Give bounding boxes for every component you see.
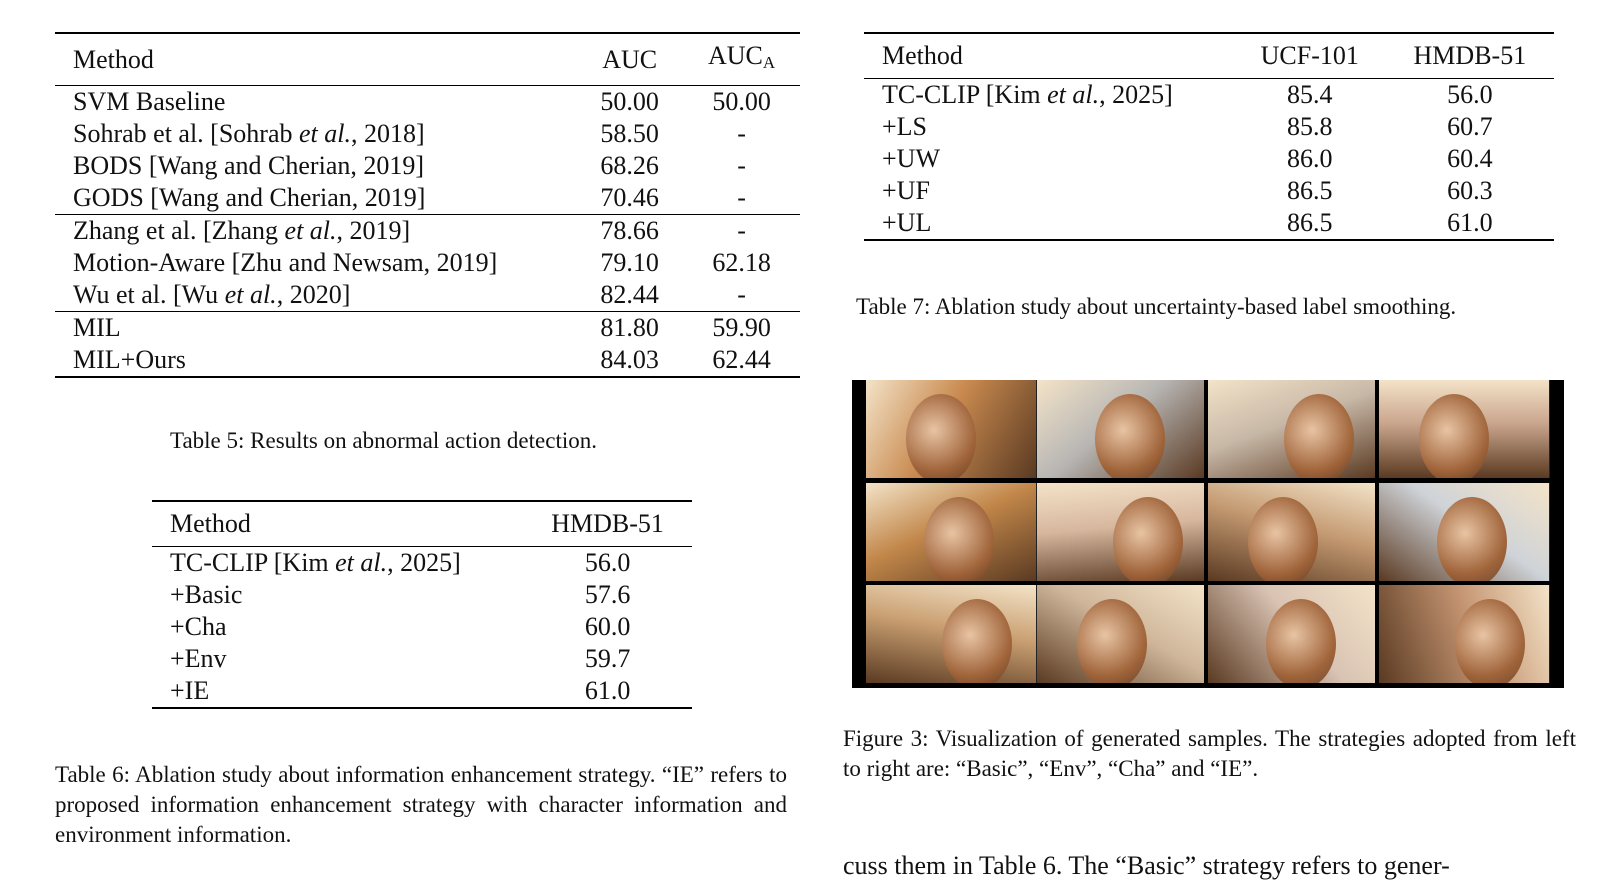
value-cell: 61.0 [584, 676, 631, 705]
table5-header-auc: AUC [602, 44, 658, 74]
table-row [864, 111, 1554, 143]
table-6 [152, 500, 692, 709]
body-text: cuss them in Table 6. The “Basic” strategy refers to gener- [843, 851, 1450, 880]
value-cell: 57.6 [584, 580, 631, 609]
auc-cell: 81.80 [600, 313, 659, 342]
table-row [55, 279, 800, 312]
hmdb-cell: 60.4 [1447, 144, 1493, 173]
hmdb-cell: 60.7 [1447, 112, 1493, 141]
generated-sample-image [1379, 483, 1550, 581]
table-row [864, 79, 1554, 112]
auca-cell: 62.18 [712, 248, 771, 277]
generated-sample-image [866, 483, 1037, 581]
table-row [55, 118, 800, 150]
auca-cell: - [737, 119, 746, 148]
auca-cell: 59.90 [712, 313, 771, 342]
auc-cell: 70.46 [600, 183, 659, 212]
table-row [152, 675, 692, 708]
table-7 [864, 32, 1554, 241]
figure-silhouette [1419, 394, 1489, 478]
table-row [55, 182, 800, 215]
auc-cell: 58.50 [600, 119, 659, 148]
figure-silhouette [924, 497, 994, 581]
auc-cell: 84.03 [600, 345, 659, 374]
generated-sample-image [1379, 380, 1550, 478]
method-cell: +Basic [170, 580, 243, 609]
auca-cell: - [737, 151, 746, 180]
table5-header-method: Method [73, 44, 154, 74]
table-row [152, 611, 692, 643]
auc-cell: 82.44 [600, 280, 659, 309]
method-cell: +UF [882, 176, 930, 205]
method-cell: GODS [Wang and Cherian, 2019] [73, 183, 426, 212]
figure-silhouette [1095, 394, 1165, 478]
table-row [55, 247, 800, 279]
table7-header-hmdb: HMDB-51 [1413, 41, 1527, 70]
figure-silhouette [1284, 394, 1354, 478]
method-cell: TC-CLIP [Kim et al., 2025] [170, 548, 461, 577]
method-cell: +UW [882, 144, 940, 173]
table-row [55, 312, 800, 345]
method-cell: MIL+Ours [73, 345, 186, 374]
auc-cell: 68.26 [600, 151, 659, 180]
table5-header-auca: $AUC_A$ [707, 41, 776, 72]
figure-silhouette [1248, 497, 1318, 581]
generated-sample-image [1208, 483, 1379, 581]
hmdb-cell: 56.0 [1447, 80, 1493, 109]
figure-3-sample-grid [852, 380, 1564, 688]
generated-sample-image [866, 585, 1037, 683]
generated-sample-image [1379, 585, 1550, 683]
table-row [864, 207, 1554, 240]
figure-silhouette [906, 394, 976, 478]
table-5 [55, 32, 800, 378]
auca-cell: - [737, 280, 746, 309]
ucf-cell: 85.8 [1287, 112, 1333, 141]
auc-cell: 78.66 [600, 216, 659, 245]
table-row [152, 643, 692, 675]
method-cell: +Cha [170, 612, 227, 641]
table7-header-method: Method [882, 41, 963, 70]
value-cell: 56.0 [584, 548, 631, 577]
table6-caption: Table 6: Ablation study about information enhancement strategy. “IE” refers to proposed information enhancement strategy with character information and environment information. [55, 762, 787, 847]
figure-silhouette [942, 599, 1012, 683]
figure3-caption: Figure 3: Visualization of generated samples. The strategies adopted from left to right are: “Basic”, “Env”, “Cha” and “IE”. [843, 726, 1576, 781]
table7-caption: Table 7: Ablation study about uncertainty-based label smoothing. [856, 294, 1457, 319]
method-cell: +UL [882, 208, 932, 237]
method-cell: TC-CLIP [Kim et al., 2025] [882, 80, 1173, 109]
auc-cell: 79.10 [600, 248, 659, 277]
figure-silhouette [1437, 497, 1507, 581]
method-cell: +Env [170, 644, 227, 673]
table-row [152, 547, 692, 580]
generated-sample-image [1208, 585, 1379, 683]
value-cell: 60.0 [584, 612, 631, 641]
auca-cell: - [737, 183, 746, 212]
method-cell: Wu et al. [Wu et al., 2020] [73, 280, 351, 309]
method-cell: +IE [170, 676, 210, 705]
table-row [55, 86, 800, 119]
figure-silhouette [1077, 599, 1147, 683]
table6-header-method: Method [170, 509, 251, 538]
ucf-cell: 86.0 [1287, 144, 1333, 173]
generated-sample-image [1037, 380, 1208, 478]
figure-silhouette [1455, 599, 1525, 683]
generated-sample-image [866, 380, 1037, 478]
method-cell: MIL [73, 313, 121, 342]
ucf-cell: 86.5 [1287, 208, 1333, 237]
method-cell: BODS [Wang and Cherian, 2019] [73, 151, 425, 180]
generated-sample-image [1037, 483, 1208, 581]
value-cell: 59.7 [584, 644, 631, 673]
method-cell: Zhang et al. [Zhang et al., 2019] [73, 216, 411, 245]
table5-caption: Table 5: Results on abnormal action detection. [170, 428, 597, 453]
figure-silhouette [1266, 599, 1336, 683]
auca-cell: - [737, 216, 746, 245]
auc-cell: 50.00 [600, 87, 659, 116]
hmdb-cell: 61.0 [1447, 208, 1493, 237]
table-row [55, 344, 800, 377]
method-cell: +LS [882, 112, 928, 141]
auca-cell: 62.44 [712, 345, 771, 374]
method-cell: Sohrab et al. [Sohrab et al., 2018] [73, 119, 425, 148]
ucf-cell: 85.4 [1287, 80, 1333, 109]
generated-sample-image [1208, 380, 1379, 478]
table-row [864, 175, 1554, 207]
method-cell: SVM Baseline [73, 87, 226, 116]
generated-sample-image [1037, 585, 1208, 683]
auca-cell: 50.00 [712, 87, 771, 116]
figure-silhouette [1113, 497, 1183, 581]
table-row [55, 150, 800, 182]
table-row [152, 579, 692, 611]
table7-header-ucf: UCF-101 [1260, 41, 1359, 70]
table6-header-hmdb: HMDB-51 [551, 509, 664, 538]
table-row [864, 143, 1554, 175]
table-row [55, 215, 800, 248]
ucf-cell: 86.5 [1287, 176, 1333, 205]
method-cell: Motion-Aware [Zhu and Newsam, 2019] [73, 248, 498, 277]
hmdb-cell: 60.3 [1447, 176, 1493, 205]
